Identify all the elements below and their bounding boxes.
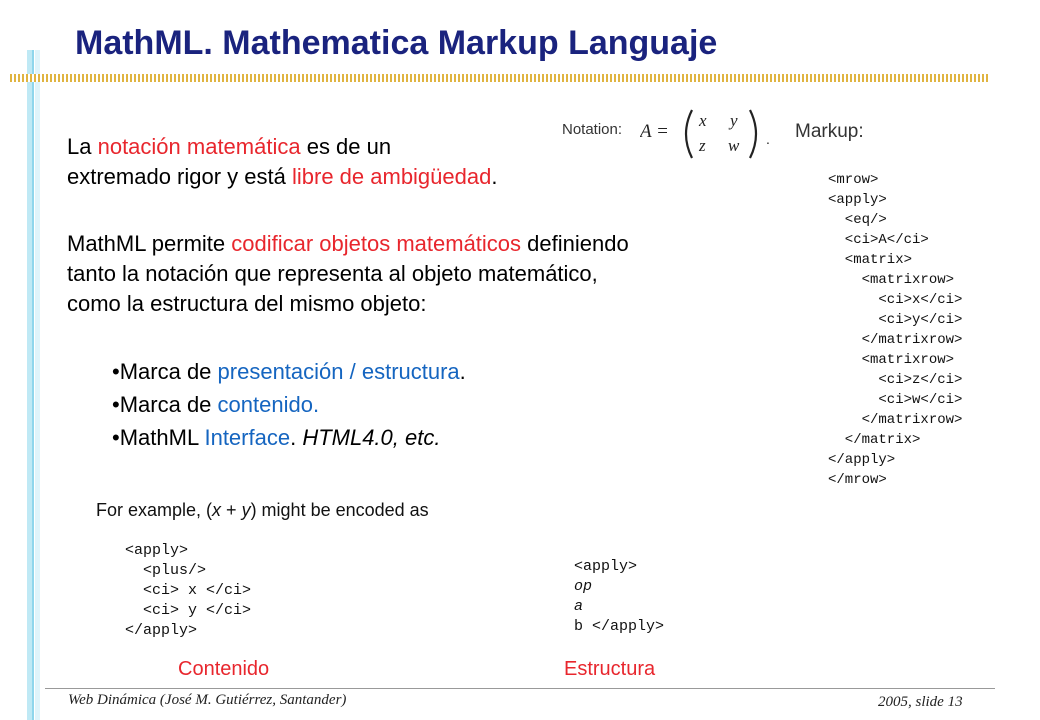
code-line: <apply>	[125, 542, 189, 559]
structure-label: Estructura	[564, 658, 656, 680]
footer-slide-number: 2005, slide 13	[878, 694, 963, 710]
code-line: <ci> x </ci>	[125, 582, 252, 599]
code-line: </matrixrow>	[828, 332, 963, 348]
slide-title: MathML. Mathematica Markup Languaje	[75, 24, 718, 62]
code-line: </matrix>	[828, 432, 921, 448]
code-line: <matrixrow>	[828, 352, 955, 368]
formula-lhs: A =	[640, 121, 669, 142]
code-line: <ci>z</ci>	[828, 372, 963, 388]
paragraph-2-line-1: MathML permite codificar objetos matemáticos definiendo	[67, 231, 629, 256]
code-line: <apply>	[828, 192, 887, 208]
code-line: <mrow>	[828, 172, 879, 188]
left-paren	[686, 110, 692, 158]
title-underline-dotted-bar	[10, 74, 988, 82]
code-line: </matrixrow>	[828, 412, 963, 428]
code-line: <ci> y </ci>	[125, 602, 252, 619]
code-line: <eq/>	[828, 212, 887, 228]
content-label: Contenido	[178, 658, 270, 680]
paragraph-1-line-1: La notación matemática es de un	[67, 134, 392, 159]
footer-divider	[45, 688, 995, 689]
code-line: <plus/>	[125, 562, 207, 579]
footer-author: Web Dinámica (José M. Gutiérrez, Santander)	[68, 692, 347, 708]
code-line: a	[574, 598, 584, 615]
code-line: </mrow>	[828, 472, 887, 488]
code-line: <ci>A</ci>	[828, 232, 929, 248]
bullet-presentation: •Marca de presentación / estructura.	[112, 359, 466, 384]
paragraph-1-line-2: extremado rigor y está libre de ambigüedad.	[67, 164, 498, 189]
right-paren	[750, 110, 756, 158]
notation-matrix-formula	[640, 104, 790, 164]
content-markup-code	[125, 541, 251, 641]
bullet-content: •Marca de contenido.	[112, 392, 320, 417]
matrix-formula-graphic	[640, 104, 790, 164]
code-line: op	[574, 578, 593, 595]
code-line: <matrix>	[828, 252, 913, 268]
example-heading: For example, (x + y) might be encoded as	[96, 500, 429, 520]
left-decorative-line	[32, 50, 34, 720]
code-line: </apply>	[828, 452, 896, 468]
paragraph-2-line-2: tanto la notación que representa al objeto matemático,	[67, 261, 598, 286]
code-line: <ci>y</ci>	[828, 312, 963, 328]
code-line: <apply>	[574, 558, 638, 575]
structure-markup-code	[574, 557, 664, 637]
formula-dot: .	[766, 131, 770, 147]
left-decorative-bar-light	[35, 50, 40, 720]
notation-label: Notation:	[562, 121, 623, 138]
markup-label: Markup:	[795, 121, 864, 142]
code-line: <matrixrow>	[828, 272, 955, 288]
code-line: b </apply>	[574, 618, 665, 635]
paragraph-2-line-3: como la estructura del mismo objeto:	[67, 291, 427, 316]
bullet-interface: •MathML Interface. HTML4.0, etc.	[112, 425, 441, 450]
matrix-entry-w: w	[728, 136, 740, 155]
code-line: </apply>	[125, 622, 198, 639]
code-line: <ci>x</ci>	[828, 292, 963, 308]
code-line: <ci>w</ci>	[828, 392, 963, 408]
matrix-entry-z: z	[699, 136, 706, 155]
markup-code-block	[828, 170, 962, 490]
matrix-entry-y: y	[730, 111, 738, 130]
matrix-entry-x: x	[699, 111, 707, 130]
